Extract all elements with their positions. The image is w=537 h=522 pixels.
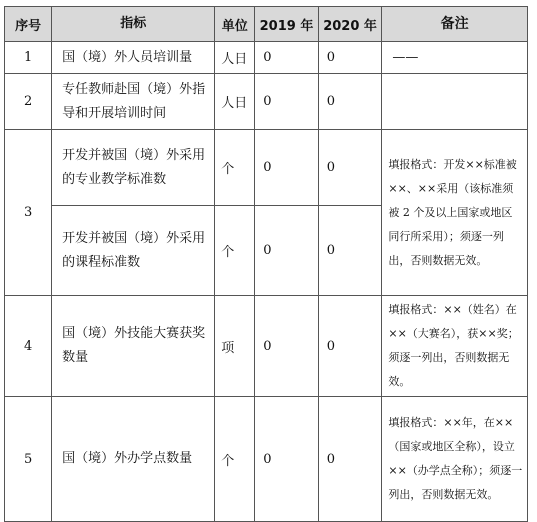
row-unit: 项 [215, 296, 255, 397]
row-note: 填报格式：××（姓名）在××（大赛名），获××奖；须逐一列出，否则数据无效。 [382, 296, 528, 397]
row-2019-value: 0 [255, 42, 319, 74]
row-2020-value: 0 [318, 206, 382, 296]
row-2020-value: 0 [318, 130, 382, 206]
table-header-row [5, 7, 528, 42]
header-indicator: 指标 [52, 7, 215, 42]
row-note: —— [382, 42, 528, 74]
row-indicator: 开发并被国（境）外采用的专业教学标准数 [52, 130, 215, 206]
row-note: 填报格式：开发××标准被××、××采用（该标准须被 2 个及以上国家或地区同行所采用）；须逐一列出，否则数据无效。 [382, 130, 528, 296]
table-row [5, 397, 528, 522]
table-row [5, 42, 528, 74]
header-2020: 2020 年 [318, 7, 382, 42]
row-seq: 5 [5, 397, 52, 522]
row-seq: 3 [5, 130, 52, 296]
row-note [382, 74, 528, 130]
header-note: 备注 [382, 7, 528, 42]
header-seq: 序号 [5, 7, 52, 42]
header-2019: 2019 年 [255, 7, 319, 42]
row-2019-value: 0 [255, 296, 319, 397]
row-indicator: 国（境）外办学点数量 [52, 397, 215, 522]
indicator-table-container [4, 6, 528, 522]
row-seq: 2 [5, 74, 52, 130]
row-unit: 个 [215, 206, 255, 296]
row-unit: 人日 [215, 42, 255, 74]
header-unit: 单位 [215, 7, 255, 42]
row-indicator: 开发并被国（境）外采用的课程标准数 [52, 206, 215, 296]
row-indicator: 国（境）外人员培训量 [52, 42, 215, 74]
row-2020-value: 0 [318, 74, 382, 130]
row-2019-value: 0 [255, 74, 319, 130]
table-row [5, 74, 528, 130]
row-2019-value: 0 [255, 397, 319, 522]
row-2020-value: 0 [318, 42, 382, 74]
row-unit: 个 [215, 130, 255, 206]
row-indicator: 国（境）外技能大赛获奖数量 [52, 296, 215, 397]
row-note: 填报格式：××年，在××（国家或地区全称），设立××（办学点全称）；须逐一列出，否则数据无效。 [382, 397, 528, 522]
row-seq: 1 [5, 42, 52, 74]
row-seq: 4 [5, 296, 52, 397]
table-row [5, 130, 528, 206]
row-2020-value: 0 [318, 296, 382, 397]
indicator-table [4, 6, 528, 522]
table-row [5, 296, 528, 397]
row-2019-value: 0 [255, 206, 319, 296]
row-unit: 人日 [215, 74, 255, 130]
row-2019-value: 0 [255, 130, 319, 206]
row-indicator: 专任教师赴国（境）外指导和开展培训时间 [52, 74, 215, 130]
row-2020-value: 0 [318, 397, 382, 522]
row-unit: 个 [215, 397, 255, 522]
